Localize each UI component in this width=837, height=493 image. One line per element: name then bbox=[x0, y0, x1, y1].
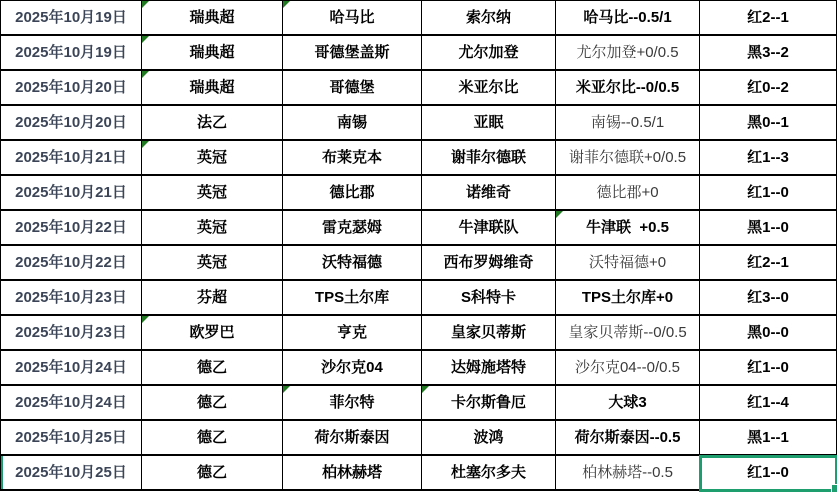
league-text: 英冠 bbox=[196, 219, 227, 236]
cell-result[interactable] bbox=[700, 141, 837, 176]
league-text: 英冠 bbox=[196, 149, 227, 166]
away-team-text: 波鸿 bbox=[473, 429, 504, 446]
cell-league[interactable] bbox=[142, 351, 283, 386]
cell-away-team[interactable] bbox=[422, 281, 556, 316]
away-team-text: 皇家贝蒂斯 bbox=[450, 324, 526, 341]
home-team-text: 沃特福德 bbox=[321, 254, 382, 271]
home-team-text: 哈马比 bbox=[329, 9, 375, 26]
cell-away-team[interactable] bbox=[422, 211, 556, 246]
cell-result[interactable] bbox=[700, 211, 837, 246]
league-text: 瑞典超 bbox=[189, 44, 235, 61]
date-text: 2025年10月19日 bbox=[15, 9, 127, 26]
cell-handicap[interactable] bbox=[556, 351, 700, 386]
date-text: 2025年10月23日 bbox=[15, 324, 127, 341]
cell-home-team[interactable] bbox=[283, 141, 422, 176]
cell-handicap[interactable] bbox=[556, 211, 700, 246]
cell-home-team[interactable] bbox=[283, 36, 422, 71]
cell-handicap[interactable] bbox=[556, 281, 700, 316]
league-text: 德乙 bbox=[196, 359, 227, 376]
handicap-text: 荷尔斯泰因--0.5 bbox=[574, 429, 681, 446]
error-indicator-icon bbox=[283, 1, 290, 8]
cell-league[interactable] bbox=[142, 211, 283, 246]
home-team-text: 亨克 bbox=[336, 324, 367, 341]
cell-away-team[interactable] bbox=[422, 456, 556, 491]
league-text: 英冠 bbox=[196, 254, 227, 271]
handicap-text: 南锡--0.5/1 bbox=[590, 114, 665, 131]
home-team-text: 荷尔斯泰因 bbox=[314, 429, 390, 446]
away-team-text: 卡尔斯鲁厄 bbox=[450, 394, 526, 411]
cell-home-team[interactable] bbox=[283, 1, 422, 36]
away-team-text: 索尔纳 bbox=[465, 9, 511, 26]
cell-date[interactable] bbox=[1, 351, 142, 386]
result-text: 黑3--2 bbox=[747, 44, 789, 61]
date-text: 2025年10月20日 bbox=[15, 79, 127, 96]
date-text: 2025年10月19日 bbox=[15, 44, 127, 61]
home-team-text: 南锡 bbox=[336, 114, 367, 131]
away-team-text: 牛津联队 bbox=[458, 219, 519, 236]
cell-result[interactable] bbox=[700, 386, 837, 421]
cell-date[interactable] bbox=[1, 281, 142, 316]
cell-league[interactable] bbox=[142, 36, 283, 71]
cell-handicap[interactable] bbox=[556, 1, 700, 36]
cell-result[interactable] bbox=[700, 106, 837, 141]
handicap-text: 沙尔克04--0/0.5 bbox=[574, 359, 681, 376]
cell-away-team[interactable] bbox=[422, 1, 556, 36]
away-team-text: 杜塞尔多夫 bbox=[450, 464, 526, 481]
cell-away-team[interactable] bbox=[422, 246, 556, 281]
league-text: 德乙 bbox=[196, 394, 227, 411]
cell-home-team[interactable] bbox=[283, 246, 422, 281]
cell-league[interactable] bbox=[142, 316, 283, 351]
cell-result[interactable] bbox=[700, 351, 837, 386]
result-text: 红0--2 bbox=[747, 79, 789, 96]
cell-away-team[interactable] bbox=[422, 316, 556, 351]
cell-result[interactable] bbox=[700, 456, 837, 491]
cell-handicap[interactable] bbox=[556, 141, 700, 176]
cell-home-team[interactable] bbox=[283, 211, 422, 246]
away-team-text: 诺维奇 bbox=[465, 184, 511, 201]
error-indicator-icon bbox=[142, 1, 149, 8]
league-text: 英冠 bbox=[196, 184, 227, 201]
cell-handicap[interactable] bbox=[556, 176, 700, 211]
cell-date[interactable] bbox=[1, 36, 142, 71]
cell-away-team[interactable] bbox=[422, 176, 556, 211]
cell-league[interactable] bbox=[142, 106, 283, 141]
result-text: 红1--4 bbox=[747, 394, 789, 411]
result-text: 红1--0 bbox=[747, 184, 789, 201]
result-text: 红2--1 bbox=[747, 9, 789, 26]
handicap-text: 大球3 bbox=[608, 394, 647, 411]
cell-date[interactable] bbox=[1, 386, 142, 421]
cell-home-team[interactable] bbox=[283, 281, 422, 316]
result-text: 黑0--0 bbox=[747, 324, 789, 341]
home-team-text: TPS土尔库 bbox=[314, 289, 390, 306]
away-team-text: 尤尔加登 bbox=[458, 44, 519, 61]
cell-home-team[interactable] bbox=[283, 456, 422, 491]
date-text: 2025年10月22日 bbox=[15, 254, 127, 271]
cell-league[interactable] bbox=[142, 421, 283, 456]
cell-home-team[interactable] bbox=[283, 351, 422, 386]
cell-home-team[interactable] bbox=[283, 316, 422, 351]
result-text: 黑1--0 bbox=[747, 219, 789, 236]
fill-handle[interactable] bbox=[831, 484, 837, 493]
error-indicator-icon bbox=[283, 386, 290, 393]
handicap-text: 沃特福德+0 bbox=[588, 254, 667, 271]
handicap-text: 柏林赫塔--0.5 bbox=[582, 464, 673, 481]
cell-result[interactable] bbox=[700, 281, 837, 316]
date-text: 2025年10月21日 bbox=[15, 149, 127, 166]
result-text: 红1--0 bbox=[747, 464, 789, 481]
home-team-text: 柏林赫塔 bbox=[321, 464, 382, 481]
league-text: 德乙 bbox=[196, 429, 227, 446]
error-indicator-icon bbox=[556, 211, 563, 218]
cell-league[interactable] bbox=[142, 1, 283, 36]
cell-result[interactable] bbox=[700, 246, 837, 281]
error-indicator-icon bbox=[142, 71, 149, 78]
cell-handicap[interactable] bbox=[556, 71, 700, 106]
cell-date[interactable] bbox=[1, 246, 142, 281]
cell-home-team[interactable] bbox=[283, 176, 422, 211]
cell-league[interactable] bbox=[142, 141, 283, 176]
cell-away-team[interactable] bbox=[422, 71, 556, 106]
cell-away-team[interactable] bbox=[422, 36, 556, 71]
cell-away-team[interactable] bbox=[422, 421, 556, 456]
result-text: 黑1--1 bbox=[747, 429, 789, 446]
error-indicator-icon bbox=[422, 386, 429, 393]
league-text: 瑞典超 bbox=[189, 79, 235, 96]
cell-home-team[interactable] bbox=[283, 386, 422, 421]
home-team-text: 哥德堡 bbox=[329, 79, 375, 96]
league-text: 德乙 bbox=[196, 464, 227, 481]
cell-handicap[interactable] bbox=[556, 106, 700, 141]
handicap-text: TPS土尔库+0 bbox=[581, 289, 674, 306]
cell-league[interactable] bbox=[142, 386, 283, 421]
result-text: 黑0--1 bbox=[747, 114, 789, 131]
away-team-text: 达姆施塔特 bbox=[450, 359, 526, 376]
date-text: 2025年10月22日 bbox=[15, 219, 127, 236]
handicap-text: 皇家贝蒂斯--0/0.5 bbox=[568, 324, 687, 341]
home-team-text: 布莱克本 bbox=[321, 149, 382, 166]
home-team-text: 沙尔克04 bbox=[321, 359, 383, 376]
away-team-text: 米亚尔比 bbox=[458, 79, 519, 96]
error-indicator-icon bbox=[142, 141, 149, 148]
cell-date[interactable] bbox=[1, 71, 142, 106]
cell-date[interactable] bbox=[1, 1, 142, 36]
away-team-text: 亚眠 bbox=[473, 114, 504, 131]
result-text: 红2--1 bbox=[747, 254, 789, 271]
away-team-text: 谢菲尔德联 bbox=[450, 149, 526, 166]
handicap-text: 牛津联 +0.5 bbox=[586, 219, 669, 236]
cell-handicap[interactable] bbox=[556, 36, 700, 71]
cell-date[interactable] bbox=[1, 141, 142, 176]
league-text: 法乙 bbox=[196, 114, 227, 131]
cell-handicap[interactable] bbox=[556, 246, 700, 281]
home-team-text: 雷克瑟姆 bbox=[321, 219, 382, 236]
cell-date[interactable] bbox=[1, 176, 142, 211]
away-team-text: 西布罗姆维奇 bbox=[443, 254, 534, 271]
cell-home-team[interactable] bbox=[283, 71, 422, 106]
cell-result[interactable] bbox=[700, 316, 837, 351]
away-team-text: S科特卡 bbox=[460, 289, 516, 306]
cell-result[interactable] bbox=[700, 71, 837, 106]
date-text: 2025年10月24日 bbox=[15, 359, 127, 376]
home-team-text: 哥德堡盖斯 bbox=[314, 44, 390, 61]
league-text: 瑞典超 bbox=[189, 9, 235, 26]
result-text: 红3--0 bbox=[747, 289, 789, 306]
date-text: 2025年10月25日 bbox=[15, 429, 127, 446]
date-text: 2025年10月24日 bbox=[15, 394, 127, 411]
cell-league[interactable] bbox=[142, 281, 283, 316]
cell-result[interactable] bbox=[700, 421, 837, 456]
league-text: 芬超 bbox=[196, 289, 227, 306]
handicap-text: 谢菲尔德联+0/0.5 bbox=[568, 149, 687, 166]
cell-handicap[interactable] bbox=[556, 316, 700, 351]
cell-league[interactable] bbox=[142, 246, 283, 281]
cell-handicap[interactable] bbox=[556, 456, 700, 491]
cell-home-team[interactable] bbox=[283, 421, 422, 456]
cell-date[interactable] bbox=[1, 421, 142, 456]
cell-handicap[interactable] bbox=[556, 421, 700, 456]
cell-result[interactable] bbox=[700, 176, 837, 211]
cell-away-team[interactable] bbox=[422, 386, 556, 421]
error-indicator-icon bbox=[142, 316, 149, 323]
handicap-text: 德比郡+0 bbox=[596, 184, 659, 201]
date-text: 2025年10月21日 bbox=[15, 184, 127, 201]
home-team-text: 德比郡 bbox=[329, 184, 375, 201]
cell-handicap[interactable] bbox=[556, 386, 700, 421]
handicap-text: 米亚尔比--0/0.5 bbox=[575, 79, 680, 96]
handicap-text: 尤尔加登+0/0.5 bbox=[576, 44, 679, 61]
date-text: 2025年10月23日 bbox=[15, 289, 127, 306]
cell-league[interactable] bbox=[142, 176, 283, 211]
league-text: 欧罗巴 bbox=[189, 324, 235, 341]
cell-away-team[interactable] bbox=[422, 106, 556, 141]
cell-away-team[interactable] bbox=[422, 351, 556, 386]
cell-away-team[interactable] bbox=[422, 141, 556, 176]
home-team-text: 菲尔特 bbox=[329, 394, 375, 411]
cell-date[interactable] bbox=[1, 316, 142, 351]
cell-league[interactable] bbox=[142, 71, 283, 106]
error-indicator-icon bbox=[142, 36, 149, 43]
cell-league[interactable] bbox=[142, 456, 283, 491]
cell-result[interactable] bbox=[700, 36, 837, 71]
cell-home-team[interactable] bbox=[283, 106, 422, 141]
cell-date[interactable] bbox=[1, 456, 142, 491]
handicap-text: 哈马比--0.5/1 bbox=[583, 9, 672, 26]
cell-result[interactable] bbox=[700, 1, 837, 36]
result-text: 红1--3 bbox=[747, 149, 789, 166]
cell-date[interactable] bbox=[1, 106, 142, 141]
date-text: 2025年10月25日 bbox=[15, 464, 127, 481]
date-text: 2025年10月20日 bbox=[15, 114, 127, 131]
result-text: 红1--0 bbox=[747, 359, 789, 376]
cell-date[interactable] bbox=[1, 211, 142, 246]
